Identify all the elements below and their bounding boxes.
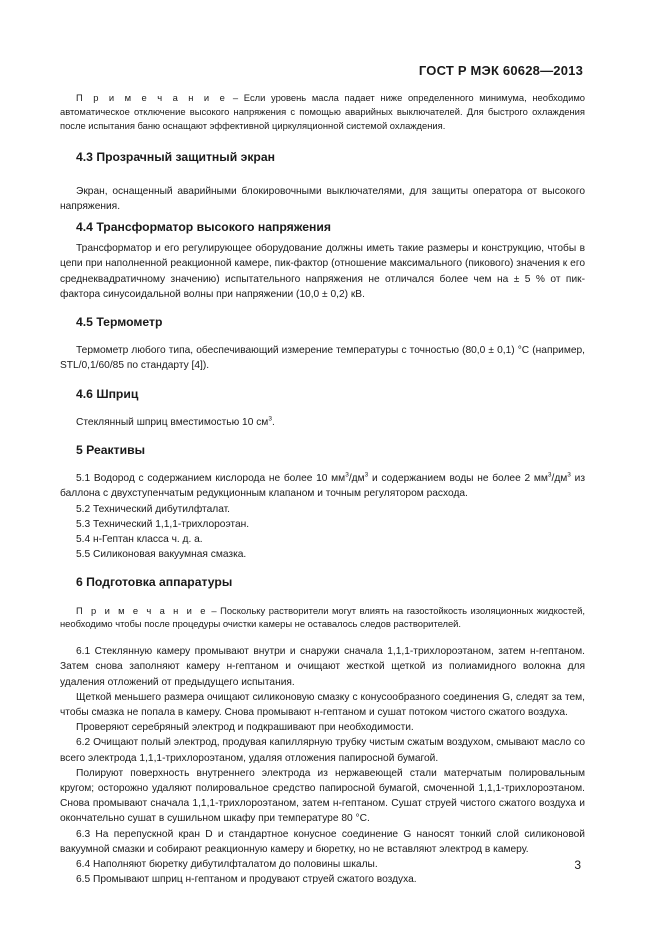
paragraph: 6.1 Стеклянную камеру промывают внутри и снаружи сначала 1,1,1-трихлороэтаном, затем н-гептаном. Затем снова заполняют камеру н-гептаном и очищают жесткой щеткой из полиамидного волокна для удаления отложений от предыдущего испытания. xyxy=(60,646,585,688)
reagent-5-1-sup4: 3 xyxy=(567,471,571,479)
section-4-4-title: 4.4 Трансформатор высокого напряжения xyxy=(76,220,331,234)
document-code: ГОСТ Р МЭК 60628—2013 xyxy=(418,63,583,78)
section-4-4-text: Трансформатор и его регулирующее оборудование должны иметь такие размеры и конструкцию, чтобы в цепи при наполненной реакционной камере, пик-фактор (отношение максимального (пикового) значения к его среднеквадратичному значению) испытательного напряжения не отличался более чем на ± 5 % от пик-фактора синусоидальной волны при напряжении (10,0 ± 0,2) кВ. xyxy=(60,243,585,300)
page-content xyxy=(60,91,585,888)
reagent-5-1-e: из баллона с двухступенчатым редукционным клапаном и точным регулятором расхода. xyxy=(60,473,585,500)
paragraph: Проверяют серебряный электрод и подкрашивают при необходимости. xyxy=(76,722,414,734)
section-6-note-label: П р и м е ч а н и е xyxy=(76,604,208,616)
reagent-item-5-1 xyxy=(60,471,585,501)
paragraph: 6.3 На перепускной кран D и стандартное конусное соединение G наносят тонкий слой силиконовой вакуумной смазки и собирают реакционную камеру и бюретку, но не вставляют электрод в камеру. xyxy=(60,828,585,855)
reagent-5-1-sup1: 3 xyxy=(345,471,349,479)
reagent-5-1-a: 5.1 Водород с содержанием кислорода не более 10 мм xyxy=(76,473,346,485)
section-4-6-text xyxy=(60,415,585,430)
section-6-note-text: – Поскольку растворители могут влиять на газостойкость изоляционных жидкостей, необходимо чтобы после процедуры очистки камеры не оставалось следов растворителей. xyxy=(60,604,585,630)
reagents-list xyxy=(60,471,585,562)
reagent-item: 5.2 Технический дибутилфталат. xyxy=(76,503,230,515)
intro-note-text: – Если уровень масла падает ниже определенного минимума, необходимо автоматическое отключение высокого напряжения с помощью аварийных выключателей. Для быстрого охлаждения после испытания баню оснащают эффективной циркуляционной системой охлаждения. xyxy=(60,92,585,131)
intro-note-label: П р и м е ч а н и е xyxy=(76,92,228,103)
section-4-6-title: 4.6 Шприц xyxy=(76,386,139,401)
paragraph: Щеткой меньшего размера очищают силиконовую смазку с конусообразного соединения G, следят за тем, чтобы смазка не попала в камеру. Снова промывают н-гептаном и сушат потоком чистого сжатого воздуха. xyxy=(60,691,585,719)
intro-note xyxy=(60,91,585,132)
section-4-5-text: Термометр любого типа, обеспечивающий измерение температуры с точностью (80,0 ± 0,1) °С (например, STL/0,1/60/85 по стандарту [4]). xyxy=(60,345,585,372)
reagent-5-1-c: и содержанием воды не более 2 мм xyxy=(368,473,548,485)
paragraph: 6.4 Наполняют бюретку дибутилфталатом до половины шкалы. xyxy=(76,859,378,871)
reagent-item: 5.5 Силиконовая вакуумная смазка. xyxy=(76,549,247,561)
reagent-5-1-sup3: 3 xyxy=(547,471,552,479)
syringe-sup: 3 xyxy=(268,415,272,423)
paragraph: 6.5 Промывают шприц н-гептаном и продувают струей сжатого воздуха. xyxy=(76,874,417,886)
syringe-end: . xyxy=(271,416,275,428)
reagent-item: 5.3 Технический 1,1,1-трихлороэтан. xyxy=(76,518,250,530)
reagent-5-1-sup2: 3 xyxy=(364,471,369,479)
section-4-3-text: Экран, оснащенный аварийными блокировочными выключателями, для защиты оператора от высокого напряжения. xyxy=(60,185,585,212)
section-4-5-title: 4.5 Термометр xyxy=(76,315,163,330)
page-number: 3 xyxy=(574,858,581,872)
section-4-3-title: 4.3 Прозрачный защитный экран xyxy=(76,150,275,165)
reagent-item: 5.4 н-Гептан класса ч. д. а. xyxy=(76,534,203,546)
section-5-title: 5 Реактивы xyxy=(76,443,146,458)
section-6-title: 6 Подготовка аппаратуры xyxy=(76,575,233,590)
paragraph: Полируют поверхность внутреннего электрода из нержавеющей стали матерчатым полировальным кругом; осторожно удаляют полировальное средство папиросной бумагой, смоченной 1,1,1-трихлороэтаном. Снова промывают сначала 1,1,1-трихлороэтаном, затем н-гептаном. Сушат струей чистого сжатого воздуха и окончательно сушат в сушильном шкафу при температуре 80 °С. xyxy=(60,767,585,825)
reagent-5-1-b: /дм xyxy=(348,473,365,485)
paragraph: 6.2 Очищают полый электрод, продувая капиллярную трубку чистым сжатым воздухом, смывают масло со всего электрода 1,1,1-трихлороэтаном, удаляя отложения папиросной бумагой. xyxy=(60,737,585,764)
syringe-text: Стеклянный шприц вместимостью 10 см xyxy=(76,416,269,428)
reagent-5-1-d: /дм xyxy=(551,473,568,485)
section-6-note xyxy=(60,604,585,632)
